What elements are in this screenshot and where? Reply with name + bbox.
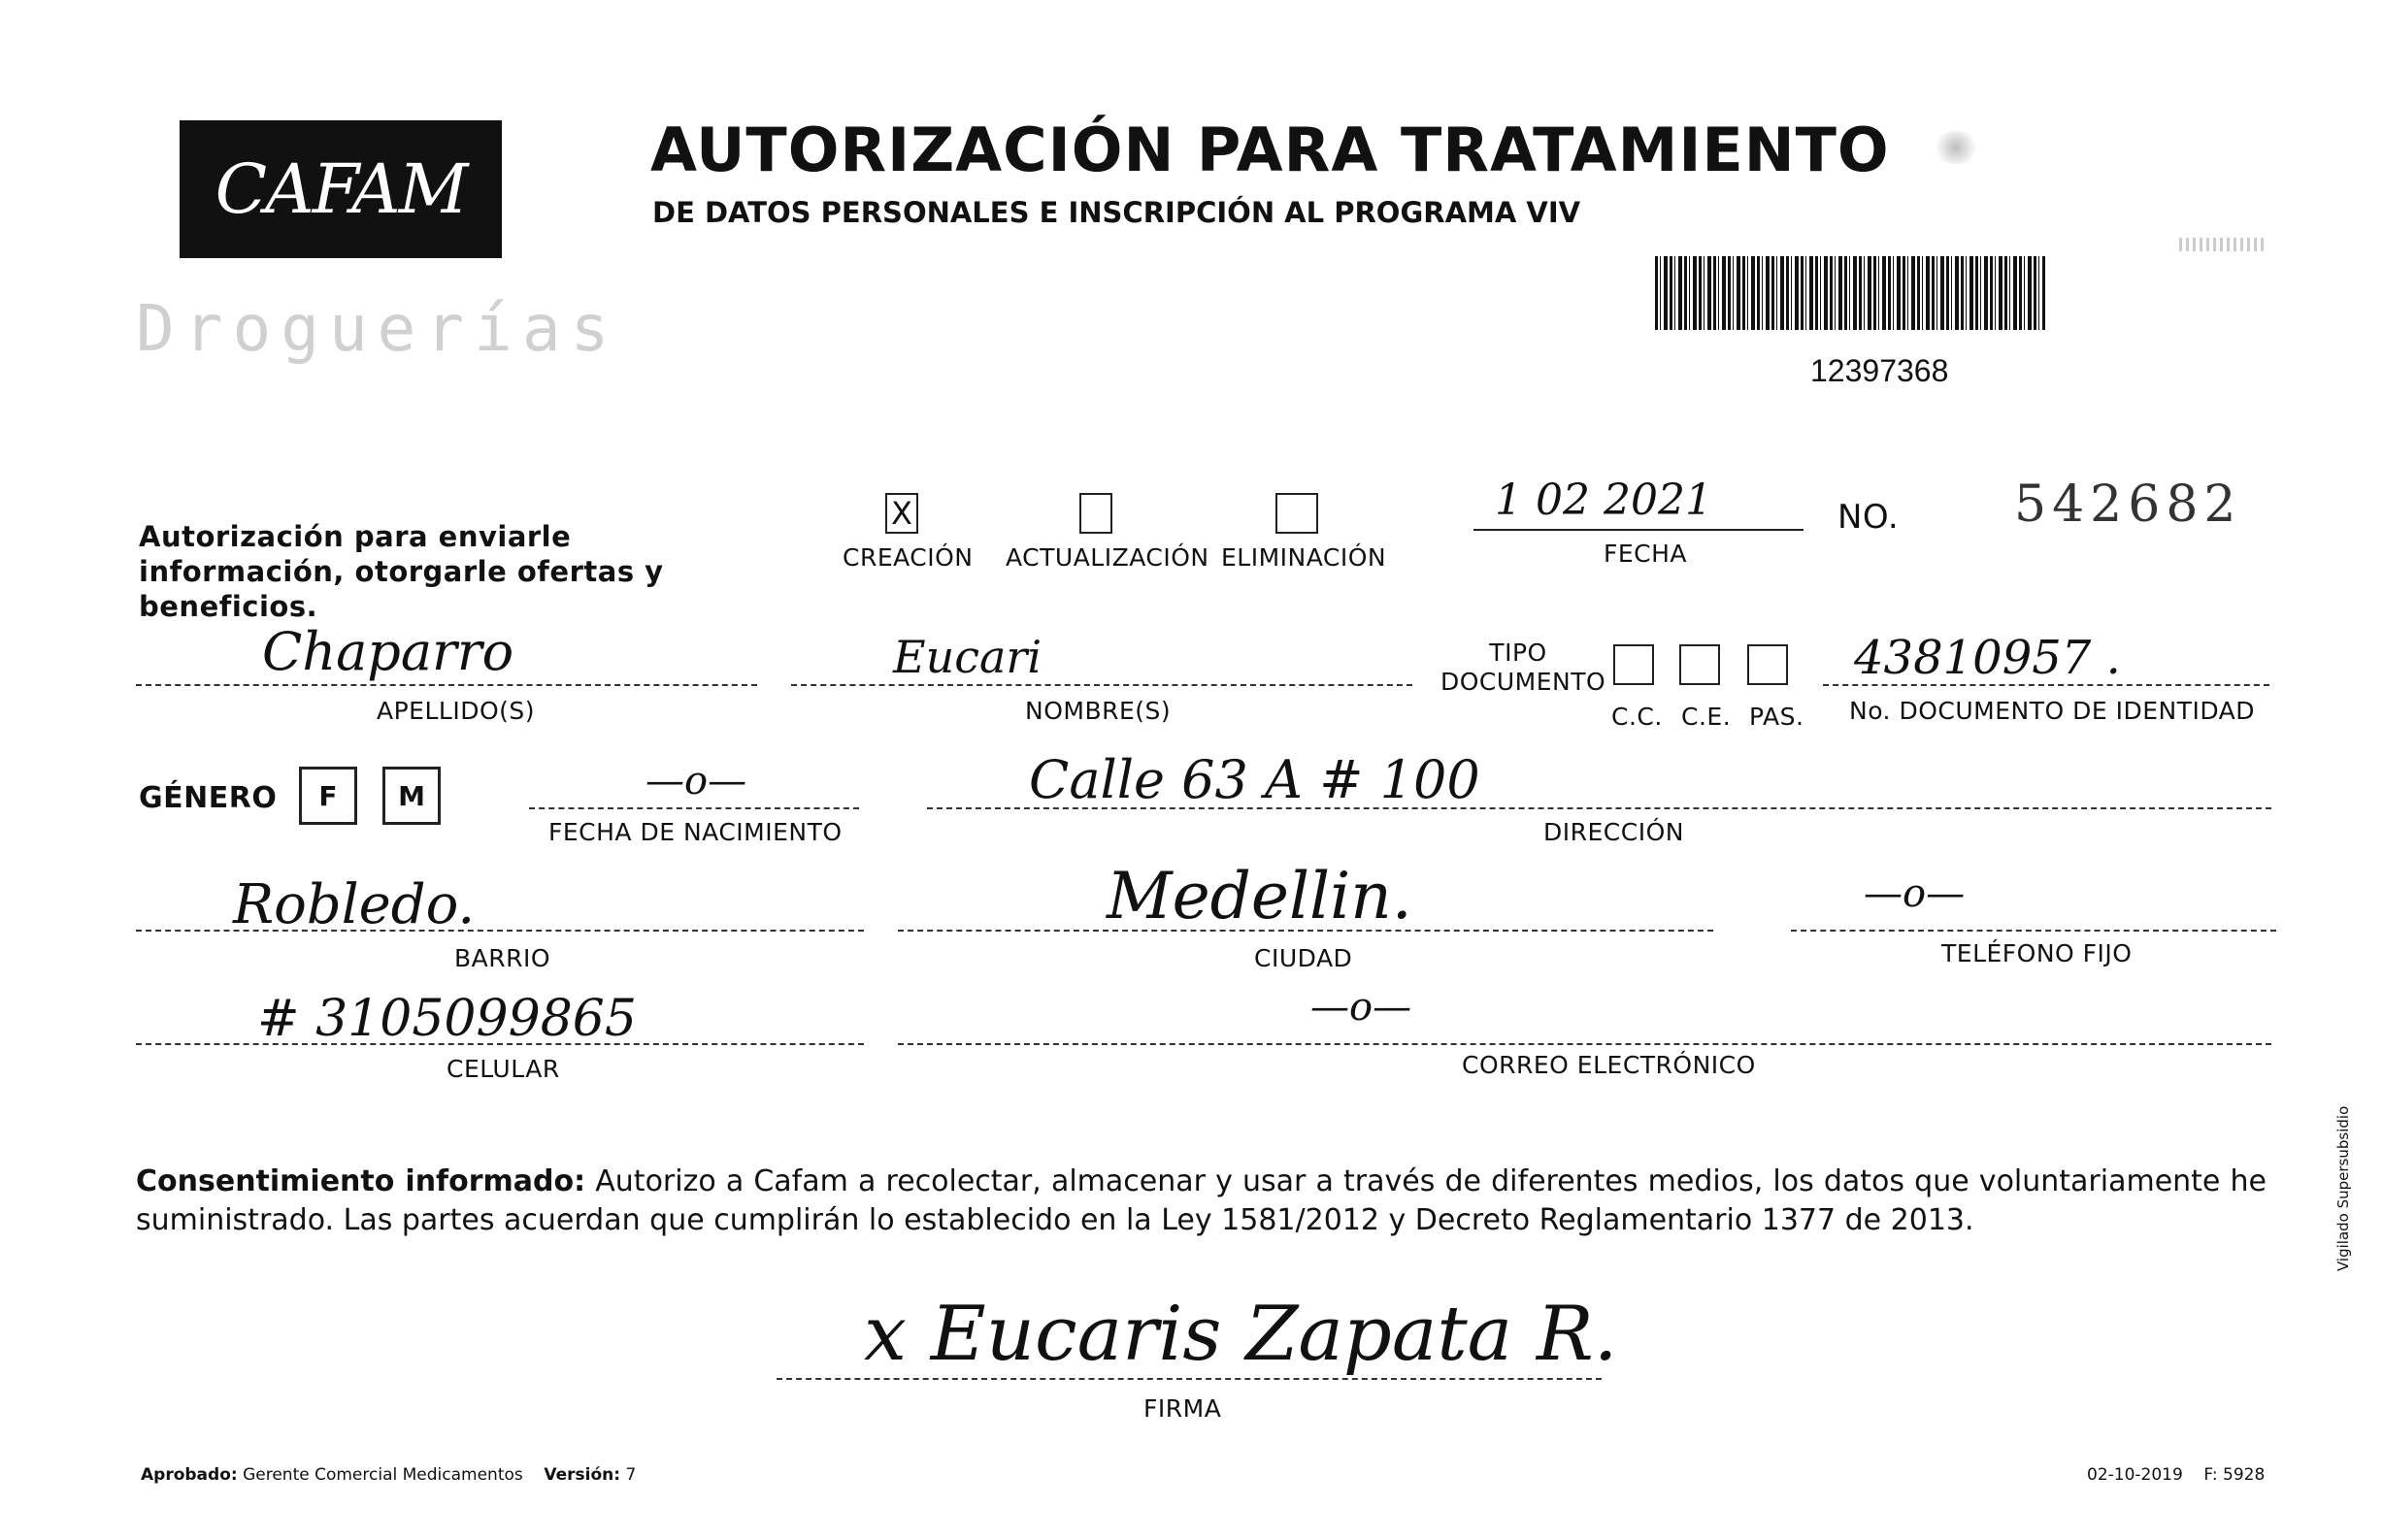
authorization-label: Autorización para enviarle información, otorgarle ofertas y beneficios. [139, 520, 664, 623]
ce-checkbox[interactable] [1679, 644, 1720, 685]
footer-date-value: 02-10-2019 [2087, 1465, 2183, 1485]
vertical-vigilado-text: Vigilado Supersubsidio [2334, 1105, 2352, 1271]
version-value: 7 [625, 1465, 637, 1485]
form-subtitle: DE DATOS PERSONALES E INSCRIPCIÓN AL PROGRAMA VIV [652, 196, 1581, 229]
pas-label: PAS. [1749, 703, 1804, 731]
nacimiento-label: FECHA DE NACIMIENTO [548, 818, 843, 846]
genero-m-text: M [398, 779, 425, 812]
barcode [1655, 256, 2045, 330]
nombre-value[interactable]: Eucari [893, 631, 1043, 683]
firma-label: FIRMA [1143, 1394, 1222, 1423]
ciudad-value[interactable]: Medellin. [1107, 859, 1412, 934]
consent-text: Autorizo a Cafam a recolectar, almacenar y usar a través de diferentes medios, los datos que voluntariamente he suministrado. Las partes acuerdan que cumplirán lo establecido en la Ley 1581/2012 y Decreto Reglamentario 1377 de 2013. [136, 1164, 2267, 1237]
creacion-label: CREACIÓN [843, 543, 974, 572]
apellido-label: APELLIDO(S) [377, 697, 536, 725]
cafam-logo: CAFAM [180, 120, 502, 258]
barrio-value[interactable]: Robledo. [233, 873, 476, 936]
form-title: AUTORIZACIÓN PARA TRATAMIENTO [650, 115, 1890, 185]
ink-smudge [2179, 238, 2267, 251]
telefono-label: TELÉFONO FIJO [1941, 939, 2133, 967]
celular-value[interactable]: # 3105099865 [257, 990, 637, 1048]
eliminacion-label: ELIMINACIÓN [1221, 543, 1387, 572]
cc-label: C.C. [1611, 703, 1663, 731]
pas-checkbox[interactable] [1747, 644, 1788, 685]
cc-checkbox[interactable] [1613, 644, 1654, 685]
correo-label: CORREO ELECTRÓNICO [1462, 1051, 1756, 1079]
genero-label: GÉNERO [139, 781, 278, 815]
nombre-label: NOMBRE(S) [1025, 697, 1172, 725]
barcode-number: 12397368 [1810, 353, 1949, 388]
nacimiento-line [529, 807, 859, 809]
documento-value[interactable]: 43810957 . [1854, 631, 2121, 685]
no-label: NO. [1837, 498, 1900, 537]
fecha-label: FECHA [1604, 540, 1688, 568]
consent-paragraph [136, 1163, 2267, 1240]
correo-line [898, 1043, 2271, 1045]
footer-date [2087, 1465, 2265, 1485]
genero-f-box[interactable] [299, 767, 357, 825]
actualizacion-label: ACTUALIZACIÓN [1006, 543, 1209, 572]
celular-label: CELULAR [447, 1055, 560, 1083]
genero-f-mark: F [318, 779, 338, 812]
ciudad-label: CIUDAD [1254, 944, 1353, 972]
footer-approval [141, 1465, 636, 1485]
signature[interactable]: x Eucaris Zapata R. [864, 1291, 1618, 1378]
check-mark: X [891, 495, 912, 532]
ce-label: C.E. [1681, 703, 1732, 731]
barrio-label: BARRIO [454, 944, 551, 972]
aprobado-value: Gerente Comercial Medicamentos [243, 1465, 523, 1485]
telefono-value[interactable]: —o— [1864, 871, 1966, 916]
genero-m-box[interactable] [382, 767, 441, 825]
documento-label: No. DOCUMENTO DE IDENTIDAD [1849, 697, 2256, 725]
fecha-line [1473, 529, 1804, 531]
tipo-documento-label: TIPO DOCUMENTO [1440, 639, 1606, 696]
nacimiento-value[interactable]: —o— [645, 759, 747, 803]
version-label: Versión: [544, 1465, 621, 1485]
direccion-label: DIRECCIÓN [1543, 818, 1684, 846]
correo-value[interactable]: —o— [1310, 985, 1412, 1030]
direccion-value[interactable]: Calle 63 A # 100 [1029, 749, 1480, 810]
nombre-line [791, 684, 1412, 686]
actualizacion-checkbox[interactable] [1079, 493, 1112, 534]
fecha-value: 1 02 2021 [1495, 475, 1712, 525]
apellido-line [136, 684, 757, 686]
telefono-line [1791, 930, 2276, 932]
firma-line [777, 1378, 1602, 1380]
apellido-value[interactable]: Chaparro [262, 621, 514, 682]
eliminacion-checkbox[interactable] [1275, 493, 1318, 534]
ink-smudge [1932, 131, 1980, 164]
form-number: 542682 [2014, 475, 2242, 534]
creacion-checkbox[interactable] [885, 493, 918, 534]
consent-heading: Consentimiento informado: [136, 1164, 586, 1198]
sub-brand-watermark: Droguerías [136, 291, 619, 366]
aprobado-label: Aprobado: [141, 1465, 238, 1485]
footer-code: F: 5928 [2203, 1465, 2266, 1485]
